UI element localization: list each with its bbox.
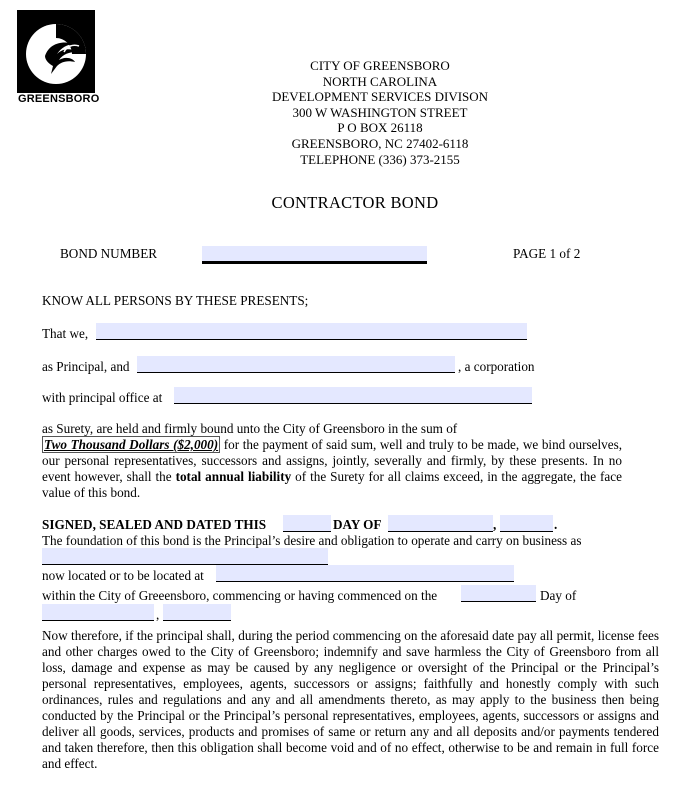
principal-office-label: with principal office at bbox=[42, 390, 163, 405]
surety-text-a: for the payment of said sum, well and truly to be made, we bind ourselves, our personal representatives, successors and assigns, jointly, severally and firmly, by these presents. In no event however, shall the bbox=[42, 437, 622, 484]
signed-comma: , bbox=[493, 517, 497, 532]
signed-day-field[interactable] bbox=[283, 515, 331, 532]
conditions-paragraph: Now therefore, if the principal shall, during the period commencing on the aforesaid date pay all permit, license fees and other charges owed to the City of Greensboro; indemnify and save harmless the City of Greensboro from all loss, damage and expense as may be caused by any negligence or oversight of the Principal or the Principal’s personal representatives, employees, agents, successors or assigns; faithfully and honestly comply with such ordinances, rules and regulations and any and all amendments thereto, as may apply to the business then being conducted by the Principal or the Principal’s personal representatives, employees, agents, successors or assigns and deliver all goods, services, products and promises of same or return any and all deposits and/or payments tendered and taken therefore, then this obligation shall become void and of no effect, otherwise to be and remain in full force and effect. bbox=[42, 628, 659, 771]
that-we-field[interactable] bbox=[96, 323, 527, 340]
day-of-text: Day of bbox=[540, 588, 577, 603]
commencement-comma: , bbox=[156, 607, 160, 622]
header-line: P O BOX 26118 bbox=[337, 120, 423, 136]
logo-caption: GREENSBORO bbox=[18, 93, 100, 105]
header-line: NORTH CAROLINA bbox=[322, 73, 438, 89]
commencement-year-field[interactable] bbox=[163, 604, 231, 621]
bond-amount: Two Thousand Dollars ($2,000) bbox=[44, 437, 219, 452]
commencement-month-field[interactable] bbox=[42, 604, 154, 621]
signed-year-field[interactable] bbox=[500, 515, 553, 532]
header-line: 300 W WASHINGTON STREET bbox=[292, 104, 468, 120]
surety-text-b: of the Surety for all claims exceed, in the aggregate, the face value of this bond. bbox=[42, 469, 622, 500]
surety-line-1: as Surety, are held and firmly bound unto the City of Greensboro in the sum of bbox=[42, 421, 458, 436]
header-line: DEVELOPMENT SERVICES DIVISON bbox=[271, 89, 489, 105]
business-name-field[interactable] bbox=[42, 548, 328, 565]
bond-number-field[interactable] bbox=[202, 246, 427, 264]
signed-label: SIGNED, SEALED AND DATED THIS bbox=[42, 517, 267, 532]
bond-number-label: BOND NUMBER bbox=[60, 246, 158, 261]
principal-field[interactable] bbox=[137, 356, 455, 373]
within-label: within the City of Greeensboro, commencing or having commenced on the bbox=[42, 588, 438, 603]
header-line: TELEPHONE (336) 373-2155 bbox=[300, 151, 460, 167]
signed-month-field[interactable] bbox=[388, 515, 493, 532]
commencement-day-field[interactable] bbox=[461, 585, 536, 602]
header-line: CITY OF GREENSBORO bbox=[310, 58, 450, 73]
header-line: GREENSBORO, NC 27402-6118 bbox=[291, 135, 469, 151]
agency-address-block bbox=[240, 58, 520, 167]
intro-text: KNOW ALL PERSONS BY THESE PRESENTS; bbox=[42, 293, 309, 308]
corporation-suffix: , a corporation bbox=[458, 359, 535, 374]
greensboro-g-logo-icon bbox=[17, 10, 95, 93]
city-logo bbox=[17, 10, 95, 93]
day-of-label: DAY OF bbox=[333, 517, 382, 532]
document-title: CONTRACTOR BOND bbox=[271, 193, 439, 212]
signed-period: . bbox=[554, 517, 558, 532]
principal-office-field[interactable] bbox=[174, 387, 532, 404]
located-label: now located or to be located at bbox=[42, 568, 204, 583]
business-location-field[interactable] bbox=[216, 565, 514, 582]
foundation-text: The foundation of this bond is the Principal’s desire and obligation to operate and carry on business as bbox=[42, 533, 582, 548]
principal-label: as Principal, and bbox=[42, 359, 130, 374]
total-annual-liability: total annual liability bbox=[175, 469, 292, 484]
page-indicator: PAGE 1 of 2 bbox=[513, 246, 581, 261]
surety-paragraph bbox=[42, 421, 622, 501]
that-we-label: That we, bbox=[42, 326, 89, 341]
